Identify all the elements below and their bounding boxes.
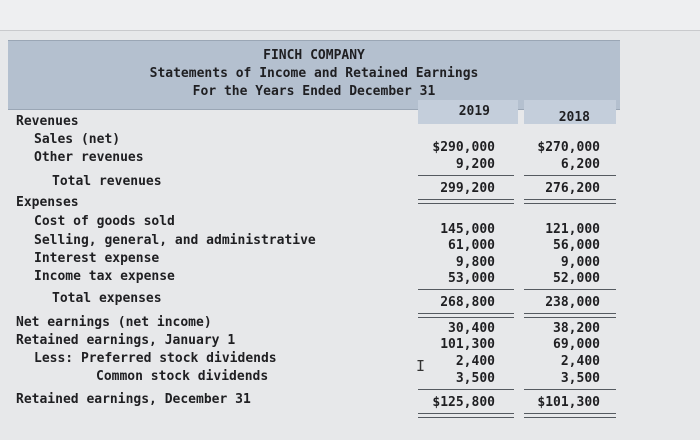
total-expenses-2019: 268,800 [440, 295, 495, 310]
retained-jan-label: Retained earnings, January 1 [16, 333, 236, 348]
rule-revenues-2018 [524, 175, 616, 176]
revenues-heading: Revenues [16, 114, 79, 129]
retained-dec-label: Retained earnings, December 31 [16, 392, 251, 407]
total-expenses-label: Total expenses [52, 291, 162, 306]
retained-jan-2018: 69,000 [553, 337, 600, 352]
sga-2019: 61,000 [448, 238, 495, 253]
rule-retained-2019 [418, 389, 514, 390]
preferred-dividends-2018: 2,400 [560, 354, 600, 369]
total-revenues-label: Total revenues [52, 174, 162, 189]
sga-2018: 56,000 [553, 238, 600, 253]
sga-label: Selling, general, and administrative [34, 233, 316, 248]
year-2018-header: 2018 [558, 110, 590, 125]
preferred-dividends-label: Less: Preferred stock dividends [34, 351, 277, 366]
double-rule-retained-2019 [418, 413, 514, 418]
rule-expenses-2019 [418, 289, 514, 290]
text-cursor-icon: I [416, 357, 426, 375]
retained-dec-2019: $125,800 [432, 395, 495, 410]
cogs-2018: 121,000 [545, 222, 600, 237]
cogs-2019: 145,000 [440, 222, 495, 237]
net-earnings-2018: 38,200 [553, 321, 600, 336]
retained-jan-2019: 101,300 [440, 337, 495, 352]
common-dividends-label: Common stock dividends [96, 369, 269, 384]
interest-2018: 9,000 [560, 255, 600, 270]
company-name: FINCH COMPANY [263, 48, 365, 63]
double-rule-expenses-2018 [524, 313, 616, 318]
net-earnings-label: Net earnings (net income) [16, 315, 212, 330]
common-dividends-2018: 3,500 [560, 371, 600, 386]
double-rule-retained-2018 [524, 413, 616, 418]
retained-dec-2018: $101,300 [537, 395, 600, 410]
expenses-heading: Expenses [16, 195, 79, 210]
statement-title: Statements of Income and Retained Earnings [149, 66, 479, 81]
double-rule-revenues-2018 [524, 199, 616, 204]
rule-expenses-2018 [524, 289, 616, 290]
cogs-label: Cost of goods sold [34, 214, 175, 229]
double-rule-revenues-2019 [418, 199, 514, 204]
total-revenues-2018: 276,200 [545, 181, 600, 196]
other-revenues-2019: 9,200 [455, 157, 495, 172]
other-revenues-2018: 6,200 [560, 157, 600, 172]
rule-revenues-2019 [418, 175, 514, 176]
sales-2018: $270,000 [537, 140, 600, 155]
interest-label: Interest expense [34, 251, 160, 266]
tax-label: Income tax expense [34, 269, 175, 284]
total-revenues-2019: 299,200 [440, 181, 495, 196]
net-earnings-2019: 30,400 [448, 321, 495, 336]
tax-2018: 52,000 [553, 271, 600, 286]
sales-label: Sales (net) [34, 132, 121, 147]
total-expenses-2018: 238,000 [545, 295, 600, 310]
statement-period: For the Years Ended December 31 [192, 84, 436, 99]
double-rule-expenses-2019 [418, 313, 514, 318]
sales-2019: $290,000 [432, 140, 495, 155]
top-band [0, 0, 700, 31]
preferred-dividends-2019: 2,400 [455, 354, 495, 369]
year-2019-header: 2019 [458, 104, 490, 119]
interest-2019: 9,800 [455, 255, 495, 270]
common-dividends-2019: 3,500 [455, 371, 495, 386]
rule-retained-2018 [524, 389, 616, 390]
tax-2019: 53,000 [448, 271, 495, 286]
other-revenues-label: Other revenues [34, 150, 144, 165]
